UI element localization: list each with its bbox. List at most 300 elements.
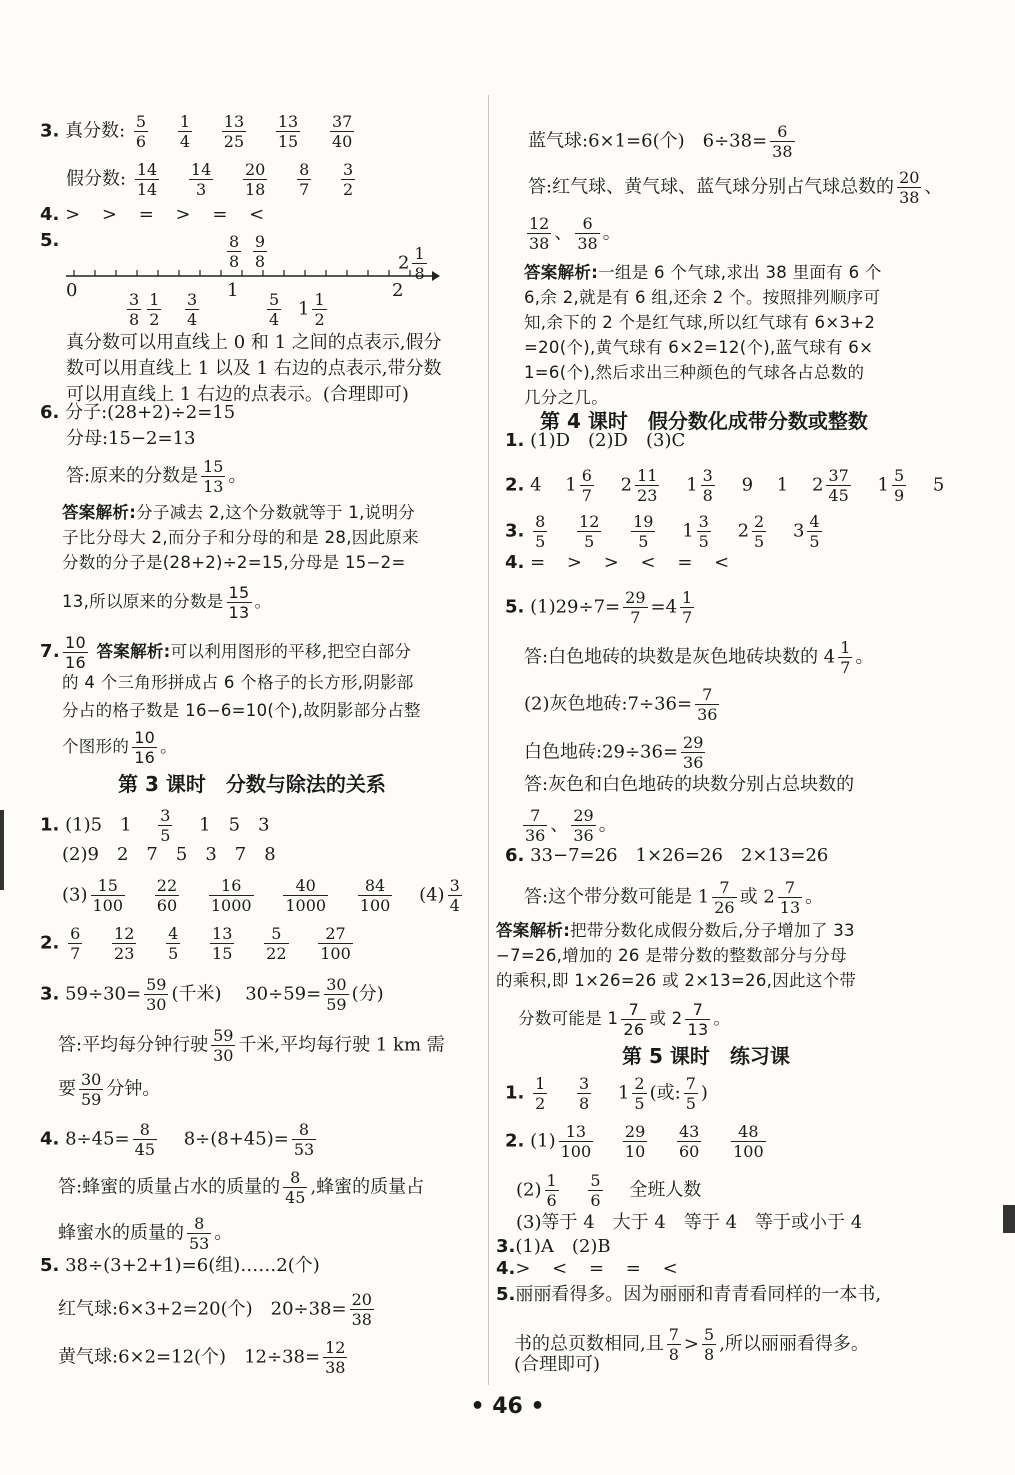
fraction: [227, 583, 252, 622]
denominator: 4: [449, 896, 460, 915]
numerator: 43: [678, 1122, 700, 1141]
fraction: [826, 466, 850, 505]
s4q6-explain: 分数可能是 1 $\frac{7}{26}$ 或 2 $\frac{7}{13}$ 。: [518, 1000, 731, 1039]
balloon-explain: 几分之几。: [524, 388, 608, 407]
numerator: 1: [149, 290, 160, 309]
blue-balloon-line: 蓝气球:6×1=6(个) 6÷38= $\frac{6}{38}$: [528, 122, 793, 161]
s3q3-answer2: 要 $\frac{30}{59}$ 分钟。: [58, 1070, 161, 1109]
denominator: 15: [212, 944, 233, 963]
numerator: 7: [685, 1074, 696, 1093]
denominator: 13: [779, 898, 801, 917]
s4q6-explain: 答案解析:把带分数化成假分数后,分子增加了 33: [496, 921, 855, 940]
numerator: 30: [326, 975, 347, 994]
fraction: [527, 214, 551, 253]
fraction: [621, 1000, 646, 1039]
numerator: 59: [213, 1026, 234, 1045]
fraction: [132, 728, 157, 767]
s5q4-line: 4.> < = = <: [496, 1258, 686, 1279]
numerator: 30: [81, 1070, 102, 1089]
s4q5-line2: (2)灰色地砖:7÷36= $\frac{7}{36}$: [524, 685, 718, 724]
column-divider: [488, 95, 489, 1385]
balloon-explain: 6,余 2,就是有 6 组,还余 2 个。按照排列顺序可: [524, 288, 881, 307]
fraction: [323, 1338, 347, 1377]
denominator: 100: [560, 1142, 592, 1161]
denominator: 38: [772, 142, 793, 161]
numerator: 1: [179, 112, 191, 131]
denominator: 26: [714, 898, 735, 917]
fraction: [189, 160, 213, 199]
fraction: [341, 160, 355, 199]
numerator: 1: [840, 638, 851, 657]
s3q5-yellow: 黄气球:6×2=12(个) 12÷38= $\frac{12}{38}$: [58, 1338, 346, 1377]
fraction: [533, 1074, 547, 1113]
numerator: 5: [264, 924, 288, 944]
fraction: [144, 975, 168, 1014]
balloon-explain: =20(个),黄气球有 6×2=12(个),蓝气球有 6×: [524, 338, 874, 357]
denominator: 40: [331, 132, 353, 151]
denominator: 16: [134, 748, 156, 767]
numerator: 8: [283, 1168, 307, 1188]
denominator: 36: [525, 826, 546, 845]
numerator: 13: [559, 1122, 594, 1142]
denominator: 10: [624, 1142, 646, 1161]
fraction: [523, 806, 547, 845]
fraction: [680, 588, 694, 627]
denominator: 36: [697, 705, 718, 724]
denominator: 100: [320, 944, 351, 963]
fraction: [731, 1122, 766, 1161]
numerator: 13: [212, 924, 233, 943]
numerator: 3: [579, 1074, 590, 1093]
denominator: 30: [146, 995, 167, 1014]
s5q1-line: 1. $\frac{1}{2}$ $\frac{3}{8}$ 1 $\frac{2}{5}$ (或: $\frac{7}{5}$ ): [505, 1074, 708, 1113]
s3q4-answer1: 答:蜂蜜的质量占水的质量的 $\frac{8}{45}$ ,蜂蜜的质量占: [58, 1168, 425, 1207]
s3q5-line1: 5. 38÷(3+2+1)=6(组)……2(个): [40, 1255, 320, 1276]
fraction: [185, 290, 199, 329]
denominator: 22: [266, 944, 287, 963]
q7-explain: 个图形的 $\frac{10}{16}$ 。: [62, 728, 177, 767]
fraction: [685, 1000, 710, 1039]
denominator: 5: [535, 532, 546, 551]
numerator: 6: [581, 466, 592, 485]
denominator: 4: [269, 310, 280, 329]
fraction: [580, 466, 594, 505]
denominator: 25: [223, 132, 245, 151]
numerator: 19: [633, 512, 654, 531]
fraction: [695, 685, 719, 724]
denominator: 8: [702, 486, 713, 505]
s5q2-p2: (2) $\frac{1}{6}$ $\frac{5}{6}$ 全班人数: [516, 1171, 702, 1210]
fraction: [68, 924, 82, 963]
denominator: 8: [668, 1345, 679, 1364]
q5-text: 真分数可以用直线上 0 和 1 之间的点表示,假分: [66, 332, 442, 353]
page-edge-mark: [0, 810, 4, 890]
denominator: 8: [704, 1345, 715, 1364]
denominator: 53: [293, 1140, 315, 1159]
page-number: • 46 •: [470, 1394, 545, 1419]
denominator: 38: [351, 1310, 372, 1329]
denominator: 1000: [210, 896, 252, 915]
fraction: [588, 1171, 602, 1210]
denominator: 100: [359, 896, 391, 915]
q6-explain: 分数的分子是(28+2)÷2=15,分母是 15−2=: [62, 553, 406, 572]
s3q1-p3: (3) $\frac{15}{100}$ $\frac{22}{60}$ $\frac{16}{1000}$ $\frac{40}{1000}$ $\frac{84}{100}$ (4) $\frac{3}{4}$: [62, 876, 460, 915]
numerator: 5: [269, 290, 280, 309]
denominator: 2: [535, 1094, 546, 1113]
q5-number: 5.: [40, 230, 60, 251]
s5q5-line1: 5.丽丽看得多。因为丽丽和青青看同样的一本书,: [496, 1284, 882, 1305]
denominator: 5: [160, 826, 171, 845]
fraction: [677, 1122, 701, 1161]
numerator: 7: [712, 878, 736, 898]
fraction: [243, 160, 267, 199]
fraction: [201, 457, 225, 496]
s4q5-answer1: 答:白色地砖的块数是灰色地砖块数的 4 $\frac{1}{7}$ 。: [524, 638, 874, 677]
numerator: 1: [314, 290, 325, 309]
numerator: 6: [70, 924, 81, 943]
fraction: [276, 112, 300, 151]
fraction: [91, 876, 126, 915]
denominator: 38: [577, 234, 598, 253]
numerator: 37: [331, 112, 353, 131]
denominator: 3: [195, 180, 207, 199]
numerator: 16: [209, 876, 254, 896]
s4q6-explain: 的乘积,即 1×26=26 或 2×13=26,因此这个带: [496, 971, 857, 990]
numerator: 1: [535, 1074, 546, 1093]
q3-proper-line: 3. 真分数: $\frac{5}{6}$ $\frac{1}{4}$ $\frac{13}{25}$ $\frac{13}{15}$ $\frac{37}{40}$: [40, 112, 353, 151]
numerator: 15: [91, 876, 126, 896]
fraction: [155, 876, 179, 915]
denominator: 7: [630, 608, 641, 627]
numerator: 20: [899, 168, 920, 187]
q6-line2: 分母:15−2=13: [66, 428, 196, 449]
fraction: [178, 112, 192, 151]
numerator: 8: [187, 1214, 211, 1234]
s3q3-answer1: 答:平均每分钟行驶 $\frac{59}{30}$ 千米,平均每行驶 1 km 需: [58, 1026, 445, 1065]
numerator: 4: [168, 924, 179, 943]
q6-explain: 子比分母大 2,而分子和分母的和是 28,因此原来: [62, 528, 419, 547]
denominator: 100: [92, 896, 124, 915]
denominator: 7: [682, 608, 693, 627]
denominator: 5: [634, 1094, 645, 1113]
fraction: [297, 160, 311, 199]
numerator: 5: [704, 1325, 715, 1344]
fraction: [63, 633, 88, 672]
numerator: 48: [731, 1122, 766, 1142]
fraction: [350, 1290, 374, 1329]
denominator: 6: [590, 1191, 601, 1210]
denominator: 59: [81, 1090, 102, 1109]
fraction: [222, 112, 246, 151]
fraction: [133, 1120, 157, 1159]
q7-explain: 的 4 个三角形拼成占 6 个格子的长方形,阴影部: [62, 673, 414, 692]
numerator: 3: [698, 512, 709, 531]
fraction: [577, 512, 601, 551]
fraction: [324, 975, 348, 1014]
above-mixed: 2 $\frac{1}{8}$: [398, 244, 425, 283]
s3q1-p2: (2)9 2 7 5 3 7 8: [62, 844, 276, 865]
numerator: 12: [579, 512, 600, 531]
section-title-4: 第 4 课时 假分数化成带分数或整数: [540, 409, 868, 433]
s4q5-line1: 5. (1)29÷7= $\frac{29}{7}$ =4 $\frac{1}{7}$: [505, 588, 693, 627]
denominator: 2: [149, 310, 160, 329]
numerator: 8: [292, 1120, 316, 1140]
section-title-5: 第 5 课时 练习课: [622, 1044, 790, 1068]
tick-label-1: 1: [227, 280, 239, 301]
numerator: 13: [223, 112, 245, 131]
numerator: 6: [575, 214, 599, 234]
denominator: 9: [893, 486, 905, 505]
numerator: 2: [754, 512, 765, 531]
fraction: [318, 924, 353, 963]
numerator: 1: [414, 244, 425, 263]
denominator: 8: [229, 252, 240, 271]
denominator: 2: [343, 180, 354, 199]
fraction: [571, 806, 595, 845]
fraction: [575, 214, 599, 253]
page-edge-tab: [1003, 1205, 1015, 1233]
numerator: 7: [685, 1000, 710, 1020]
s5q2-p1: 2. (1) $\frac{13}{100}$ $\frac{29}{10}$ $\frac{43}{60}$ $\frac{48}{100}$: [505, 1122, 764, 1161]
fraction: [147, 290, 161, 329]
denominator: 36: [573, 826, 594, 845]
numerator: 22: [156, 876, 178, 895]
fraction: [681, 733, 705, 772]
denominator: 15: [277, 132, 299, 151]
fraction: [330, 112, 354, 151]
fraction: [701, 466, 715, 505]
denominator: 26: [623, 1020, 645, 1039]
fraction: [632, 1074, 646, 1113]
s4q6-explain: −7=26,增加的 26 是带分数的整数部分与分母: [496, 946, 847, 965]
fraction: [253, 232, 267, 271]
s3q3-line: 3. 59÷30= $\frac{59}{30}$ (千米) 30÷59= $\frac{30}{59}$ (分): [40, 975, 384, 1014]
denominator: 7: [581, 486, 592, 505]
s5q3-line: 3.(1)A (2)B: [496, 1236, 611, 1257]
denominator: 45: [828, 486, 849, 505]
fraction: [623, 1122, 647, 1161]
fraction: [227, 232, 241, 271]
denominator: 2: [314, 310, 325, 329]
q6-answer: 答:原来的分数是 $\frac{15}{13}$ 。: [66, 457, 247, 496]
s3q1-p1: 1. (1)5 1 $\frac{3}{5}$ 1 5 3: [40, 806, 270, 845]
fraction: [292, 1120, 316, 1159]
denominator: 1000: [285, 896, 327, 915]
q5-text: 数可以用直线上 1 以及 1 右边的点表示,带分数: [66, 358, 442, 379]
fraction: [209, 876, 254, 915]
numerator: 37: [828, 466, 849, 485]
denominator: 13: [203, 477, 224, 496]
fraction: [134, 112, 148, 151]
denominator: 4: [179, 132, 191, 151]
numerator: 13: [277, 112, 299, 131]
fraction: [770, 122, 794, 161]
denominator: 7: [840, 658, 851, 677]
numerator: 3: [449, 876, 460, 895]
fraction: [892, 466, 906, 505]
denominator: 53: [189, 1234, 210, 1253]
numerator: 20: [245, 160, 266, 179]
balloon-answer: 答:红气球、黄气球、蓝气球分别占气球总数的 $\frac{20}{38}$ 、: [528, 168, 943, 207]
fraction: [158, 806, 172, 845]
fraction: [635, 466, 659, 505]
fraction: [211, 1026, 235, 1065]
fraction: [577, 1074, 591, 1113]
numerator: 7: [668, 1325, 679, 1344]
denominator: 16: [64, 653, 86, 672]
denominator: 59: [326, 995, 347, 1014]
denominator: 60: [678, 1142, 700, 1161]
s4q5-answer2-cont: $\frac{7}{36}$ 、 $\frac{29}{36}$ 。: [525, 806, 617, 845]
denominator: 38: [529, 234, 550, 253]
balloon-explain: 答案解析:一组是 6 个气球,求出 38 里面有 6 个: [524, 263, 882, 282]
denominator: 7: [299, 180, 310, 199]
s4q5-answer2: 答:灰色和白色地砖的块数分别占总块数的: [524, 774, 855, 795]
numerator: 12: [529, 214, 550, 233]
numerator: 4: [809, 512, 820, 531]
s4q4-line: 4. = > > < = <: [505, 552, 738, 573]
numerator: 29: [573, 806, 594, 825]
denominator: 5: [638, 532, 649, 551]
numerator: 8: [299, 160, 310, 179]
s4q5-line3: 白色地砖:29÷36= $\frac{29}{36}$: [524, 733, 704, 772]
s4q6-answer: 答:这个带分数可能是 1 $\frac{7}{26}$ 或 2 $\frac{7}{13}$ 。: [524, 878, 824, 917]
numerator: 1: [682, 588, 693, 607]
below-mixed: 1 $\frac{1}{2}$: [298, 290, 325, 329]
numerator: 3: [702, 466, 713, 485]
numerator: 29: [624, 1122, 646, 1141]
s5q2-p3: (3)等于 4 大于 4 等于 4 等于或小于 4: [516, 1212, 863, 1233]
denominator: 100: [733, 1142, 764, 1161]
denominator: 6: [135, 132, 147, 151]
numerator: 3: [343, 160, 354, 179]
denominator: 38: [325, 1358, 346, 1377]
s3q2-line: 2. $\frac{6}{7}$ $\frac{12}{23}$ $\frac{4}{5}$ $\frac{13}{15}$ $\frac{5}{22}$ $\frac{27}{100}$: [40, 924, 351, 963]
above-fractions: [224, 232, 270, 271]
denominator: 4: [187, 310, 198, 329]
fraction: [702, 1325, 716, 1364]
s4q2-line: 2. 4 1 $\frac{6}{7}$ 2 $\frac{11}{23}$ 1 $\frac{3}{8}$ 9 1 2 $\frac{37}{45}$ 1 $\frac{5}{9}$ 5: [505, 466, 945, 505]
numerator: 12: [325, 1338, 346, 1357]
denominator: 5: [685, 1094, 696, 1113]
fraction: [807, 512, 821, 551]
numerator: 5: [135, 112, 147, 131]
denominator: 30: [213, 1046, 234, 1065]
fraction: [210, 924, 234, 963]
q7-explain: 分占的格子数是 16−6=10(个),故阴影部分占整: [62, 701, 421, 720]
denominator: 13: [228, 603, 250, 622]
denominator: 23: [114, 944, 135, 963]
balloon-explain: 知,余下的 2 个是红气球,所以红气球有 6×3+2: [524, 313, 876, 332]
numerator: 3: [187, 290, 198, 309]
denominator: 5: [698, 532, 709, 551]
numerator: 7: [695, 685, 719, 705]
numerator: 12: [114, 924, 135, 943]
below-fractions-c: [264, 290, 284, 329]
fraction: [533, 512, 547, 551]
denominator: 38: [899, 188, 920, 207]
numerator: 1: [546, 1171, 557, 1190]
fraction: [448, 876, 462, 915]
fraction: [752, 512, 766, 551]
denominator: 5: [584, 532, 595, 551]
q6-explain: 答案解析:分子减去 2,这个分数就等于 1,说明分: [62, 503, 416, 522]
fraction: [897, 168, 921, 207]
numerator: 7: [621, 1000, 646, 1020]
numerator: 29: [683, 733, 704, 752]
axis-arrow: [432, 271, 440, 281]
fraction: [697, 512, 711, 551]
below-fractions-b: [182, 290, 202, 329]
numerator: 8: [535, 512, 546, 531]
below-fractions-a: [124, 290, 164, 329]
denominator: 23: [637, 486, 658, 505]
numerator: 10: [134, 728, 156, 747]
numerator: 3: [129, 290, 140, 309]
denominator: 5: [754, 532, 765, 551]
fraction: [112, 924, 136, 963]
fraction: [166, 924, 180, 963]
denominator: 45: [134, 1140, 155, 1159]
numerator: 2: [634, 1074, 645, 1093]
denominator: 14: [136, 180, 158, 199]
s4q6-line1: 6. 33−7=26 1×26=26 2×13=26: [505, 845, 829, 866]
balloon-explain: 1=6(个),然后求出三种颜色的气球各占总数的: [524, 363, 865, 382]
numerator: 11: [637, 466, 658, 485]
denominator: 18: [245, 180, 266, 199]
numerator: 8: [133, 1120, 157, 1140]
numerator: 15: [228, 583, 250, 602]
s5q5-line2: 书的总页数相同,且 $\frac{7}{8}$ > $\frac{5}{8}$ ,所以丽丽看得多。: [514, 1325, 869, 1364]
denominator: 8: [254, 252, 266, 271]
fraction: [684, 1074, 698, 1113]
fraction: [358, 876, 393, 915]
q6-line1: 6. 分子:(28+2)÷2=15: [40, 402, 236, 423]
fraction: [712, 878, 736, 917]
fraction: [778, 878, 802, 917]
fraction: [631, 512, 655, 551]
numerator: 5: [893, 466, 905, 485]
s3q4-answer2: 蜂蜜水的质量的 $\frac{8}{53}$ 。: [58, 1214, 233, 1253]
fraction: [187, 1214, 211, 1253]
denominator: 45: [285, 1188, 306, 1207]
section-title-3: 第 3 课时 分数与除法的关系: [118, 772, 386, 796]
fraction: [79, 1070, 103, 1109]
q6-explain: 13,所以原来的分数是 $\frac{15}{13}$ 。: [62, 583, 272, 622]
balloon-answer-cont: $\frac{12}{38}$ 、 $\frac{6}{38}$ 。: [529, 214, 621, 253]
numerator: 7: [778, 878, 802, 898]
numerator: 7: [523, 806, 547, 826]
fraction: [667, 1325, 681, 1364]
fraction: [412, 244, 426, 283]
numerator: 20: [351, 1290, 372, 1309]
denominator: 5: [168, 944, 179, 963]
fraction: [264, 924, 288, 963]
s5q5-line3: (合理即可): [514, 1354, 601, 1375]
numerator: 3: [160, 806, 171, 825]
fraction: [623, 588, 647, 627]
numerator: 29: [625, 588, 646, 607]
numerator: 27: [318, 924, 353, 944]
fraction: [312, 290, 326, 329]
numerator: 8: [229, 232, 240, 251]
numerator: 14: [136, 160, 158, 179]
numerator: 15: [203, 457, 224, 476]
numerator: 40: [283, 876, 328, 896]
denominator: 8: [414, 264, 425, 283]
denominator: 5: [809, 532, 820, 551]
numerator: 6: [770, 122, 794, 142]
